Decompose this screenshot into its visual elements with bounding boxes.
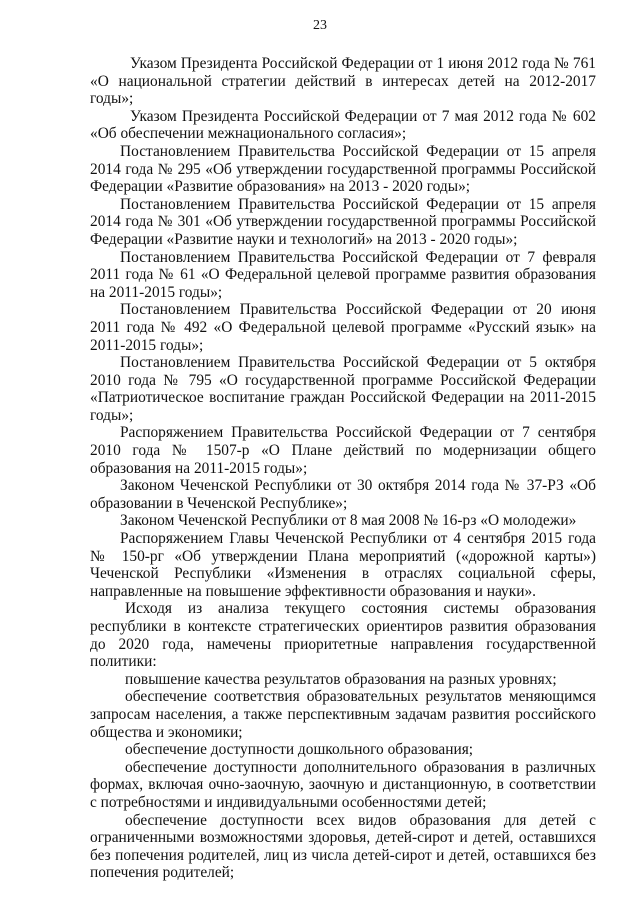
paragraph-resolution-301: Постановлением Правительства Российской Федерации от 15 апреля 2014 года № 301 «Об утверждении государственной программы Российской Федерации «Развитие науки и технологий» на 2013 - 2020 годы»; [90,195,596,248]
page-number: 23 [313,18,327,33]
paragraph-decree-602: Указом Президента Российской Федерации от 7 мая 2012 года № 602 «Об обеспечении межнационального согласия»; [90,107,596,143]
paragraph-resolution-492: Постановлением Правительства Российской Федерации от 20 июня 2011 года № 492 «О Федеральной целевой программе «Русский язык» на 2011-2015 годы»; [90,301,596,354]
list-item-additional-education: обеспечение доступности дополнительного образования в различных формах, включая очно-заочную, заочную и дистанционную, в соответствии с потребностями и индивидуальными особенностями детей; [90,758,596,811]
list-item-quality: повышение качества результатов образования на разных уровнях; [125,670,557,688]
paragraph-resolution-295: Постановлением Правительства Российской Федерации от 15 апреля 2014 года № 295 «Об утверждении государственной программы Российской Федерации «Развитие образования» на 2013 - 2020 годы»; [90,142,596,196]
paragraph-decree-761: Указом Президента Российской Федерации от 1 июня 2012 года № 761 «О национальной стратегии действий в интересах детей на 2012-2017 годы»; [90,55,596,108]
paragraph-resolution-795: Постановлением Правительства Российской Федерации от 5 октября 2010 года № 795 «О государственной программе Российской Федерации «Патриотическое воспитание граждан Российской Федерации на 2011-2015 годы»; [90,354,596,424]
list-item-results-compliance: обеспечение соответствия образовательных результатов меняющимся запросам населения, а также перспективным задачам развития российского общества и экономики; [90,688,596,741]
paragraph-resolution-61: Постановлением Правительства Российской Федерации от 7 февраля 2011 года № 61 «О Федеральной целевой программе развития образования на 2011-2015 годы»; [90,248,596,301]
list-item-special-needs-access: обеспечение доступности всех видов образования для детей с ограниченными возможностями здоровья, детей-сирот и детей, оставшихся без попечения родителей, лиц из числа детей-сирот и детей, оставшихся без попечения родителей; [90,811,596,882]
document-body [90,55,596,882]
paragraph-order-1507: Распоряжением Правительства Российской Федерации от 7 сентября 2010 года № 1507-р «О Плане действий по модернизации общего образования на 2011-2015 годы»; [90,424,596,477]
paragraph-order-150: Распоряжением Главы Чеченской Республики от 4 сентября 2015 года № 150-рг «Об утверждении Плана мероприятий («дорожной карты») Чеченской Республики «Изменения в отраслях социальной сферы, направленные на повышение эффективности образования и науки». [90,530,596,600]
paragraph-law-16: Законом Чеченской Республики от 8 мая 2008 № 16-рз «О молодежи» [120,512,577,530]
list-item-preschool-access: обеспечение доступности дошкольного образования; [125,741,474,759]
paragraph-analysis: Исходя из анализа текущего состояния системы образования республики в контексте стратегических ориентиров развития образования до 2020 года, намечены приоритетные направления государственной политики: [90,600,596,671]
paragraph-law-37: Законом Чеченской Республики от 30 октября 2014 года № 37-РЗ «Об образовании в Чеченской Республике»; [90,477,596,512]
